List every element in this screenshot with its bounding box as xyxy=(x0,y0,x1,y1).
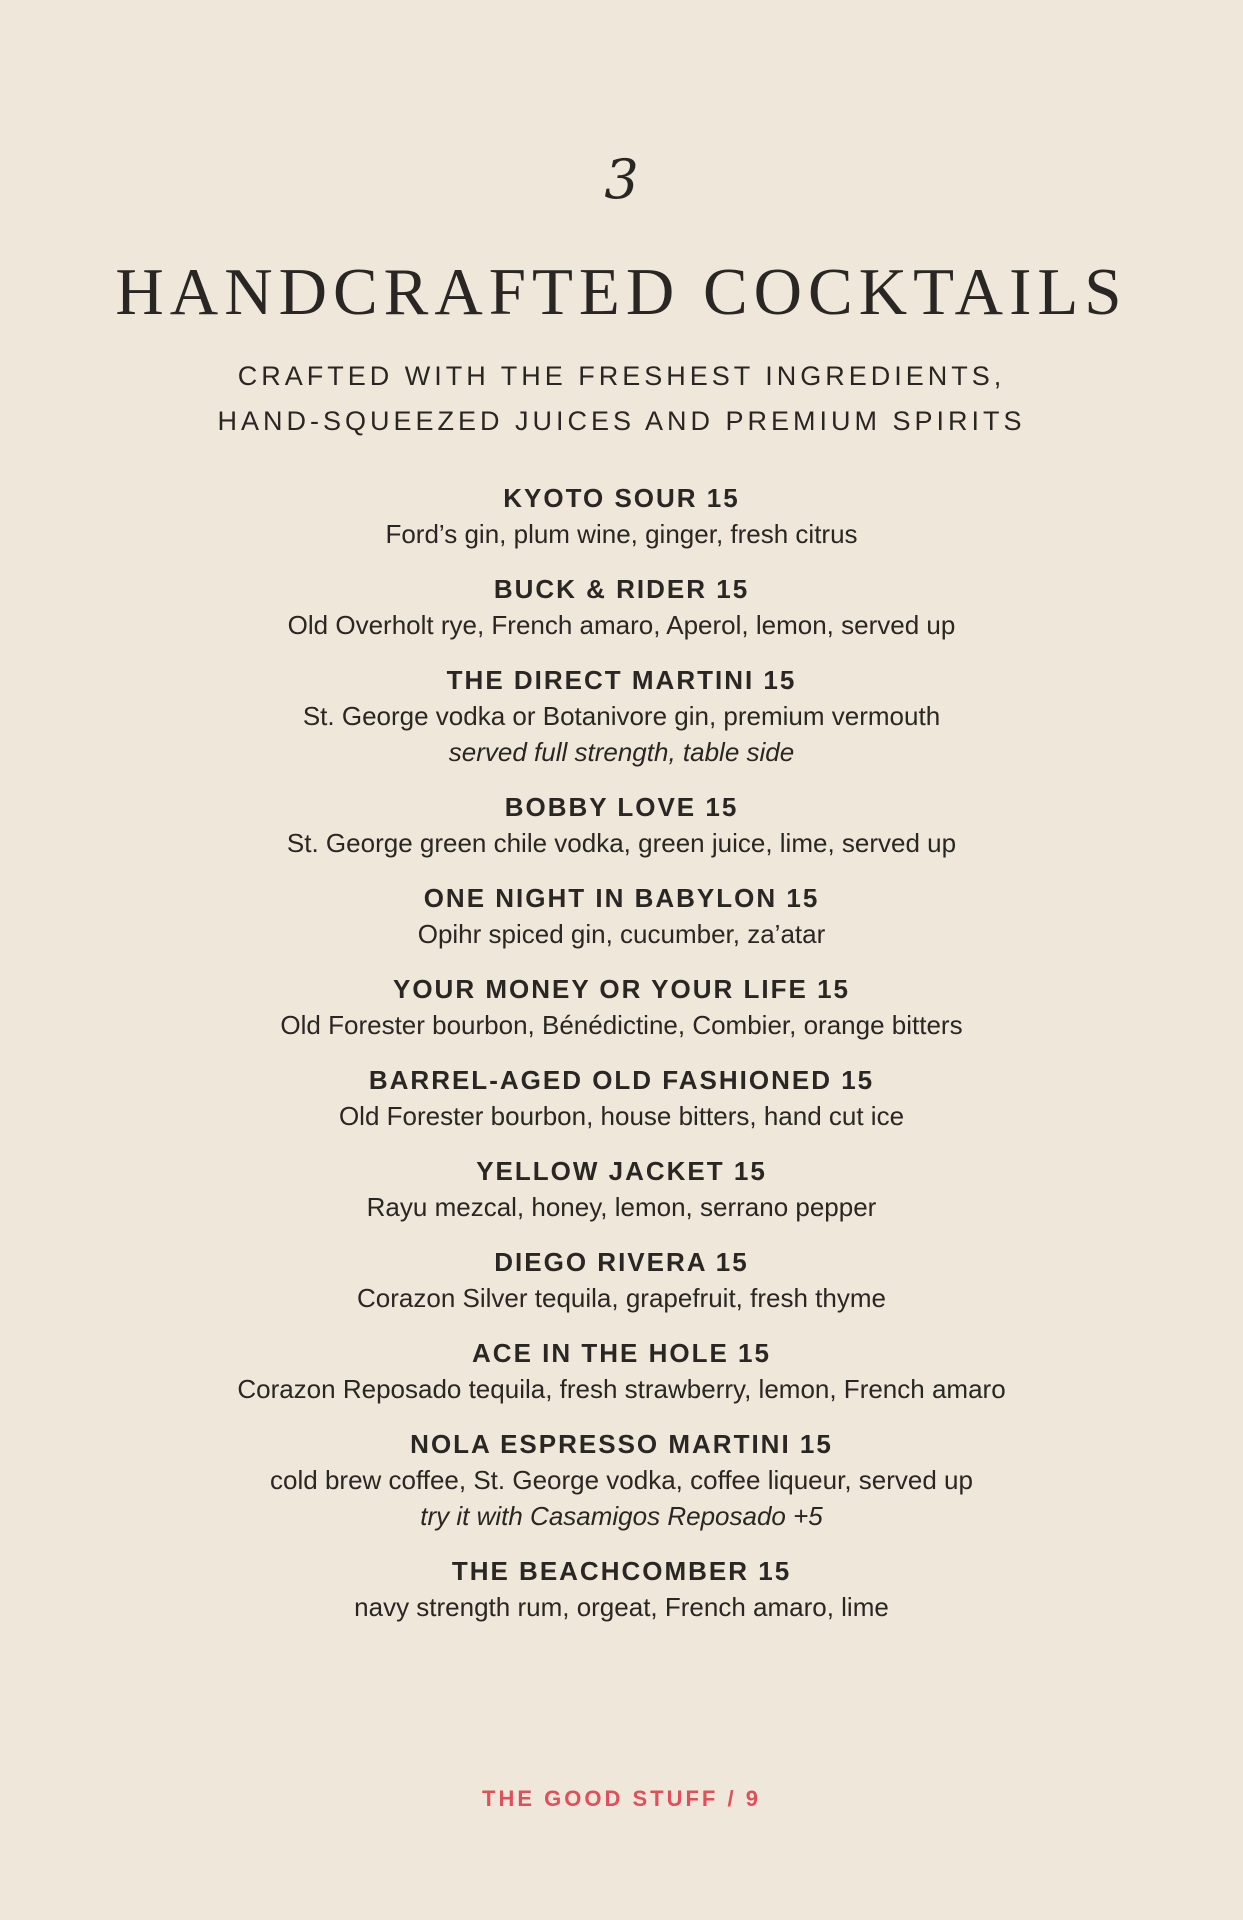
menu-item-description: Rayu mezcal, honey, lemon, serrano pepper xyxy=(366,1192,877,1222)
menu-item-name: ACE IN THE HOLE 15 xyxy=(472,1338,771,1368)
menu-item-name: KYOTO SOUR 15 xyxy=(503,483,740,513)
subtitle-line: CRAFTED WITH THE FRESHEST INGREDIENTS, xyxy=(237,361,1006,391)
menu-item xyxy=(0,662,1243,770)
menu-item-note: served full strength, table side xyxy=(448,737,795,767)
menu-item-name: YELLOW JACKET 15 xyxy=(476,1156,767,1186)
menu-item xyxy=(0,1426,1243,1534)
menu-item-name: THE DIRECT MARTINI 15 xyxy=(446,665,797,695)
menu-item-name: BARREL-AGED OLD FASHIONED 15 xyxy=(368,1065,875,1095)
menu-item-name: BUCK & RIDER 15 xyxy=(493,574,750,604)
menu-item-note: try it with Casamigos Reposado +5 xyxy=(420,1501,823,1531)
page-title: HANDCRAFTED COCKTAILS xyxy=(115,255,1128,329)
menu-item-description: Old Forester bourbon, Bénédictine, Combier, orange bitters xyxy=(280,1010,963,1040)
menu-item xyxy=(0,571,1243,643)
menu-item-description: St. George green chile vodka, green juice, lime, served up xyxy=(286,828,957,858)
page-footer: THE GOOD STUFF / 9 xyxy=(482,1786,761,1811)
menu-item xyxy=(0,480,1243,552)
menu-item xyxy=(0,1244,1243,1316)
menu-item xyxy=(0,1062,1243,1134)
menu-item-description: Old Overholt rye, French amaro, Aperol, lemon, served up xyxy=(287,610,956,640)
menu-item-description: cold brew coffee, St. George vodka, coffee liqueur, served up xyxy=(270,1465,973,1495)
menu-item xyxy=(0,1335,1243,1407)
menu-item-name: ONE NIGHT IN BABYLON 15 xyxy=(423,883,820,913)
page-subtitle xyxy=(0,354,1243,444)
menu-item-name: DIEGO RIVERA 15 xyxy=(494,1247,749,1277)
menu-item-description: St. George vodka or Botanivore gin, premium vermouth xyxy=(302,701,941,731)
subtitle-line: HAND-SQUEEZED JUICES AND PREMIUM SPIRITS xyxy=(217,406,1026,436)
menu-item xyxy=(0,971,1243,1043)
menu-item-description: Corazon Reposado tequila, fresh strawberry, lemon, French amaro xyxy=(237,1374,1006,1404)
menu-item xyxy=(0,789,1243,861)
menu-item-description: Ford’s gin, plum wine, ginger, fresh citrus xyxy=(385,519,858,549)
menu-item xyxy=(0,1153,1243,1225)
menu-item xyxy=(0,880,1243,952)
cocktail-list xyxy=(0,480,1243,1644)
menu-item-description: navy strength rum, orgeat, French amaro, lime xyxy=(354,1592,889,1622)
menu-item-name: THE BEACHCOMBER 15 xyxy=(451,1556,792,1586)
menu-item-name: BOBBY LOVE 15 xyxy=(504,792,739,822)
menu-item-description: Old Forester bourbon, house bitters, hand cut ice xyxy=(338,1101,905,1131)
page-number-glyph: 3 xyxy=(604,148,639,211)
menu-item-name: NOLA ESPRESSO MARTINI 15 xyxy=(410,1429,833,1459)
menu-item-name: YOUR MONEY OR YOUR LIFE 15 xyxy=(392,974,850,1004)
menu-item-description: Corazon Silver tequila, grapefruit, fresh thyme xyxy=(357,1283,886,1313)
menu-item xyxy=(0,1553,1243,1625)
menu-item-description: Opihr spiced gin, cucumber, za’atar xyxy=(417,919,826,949)
